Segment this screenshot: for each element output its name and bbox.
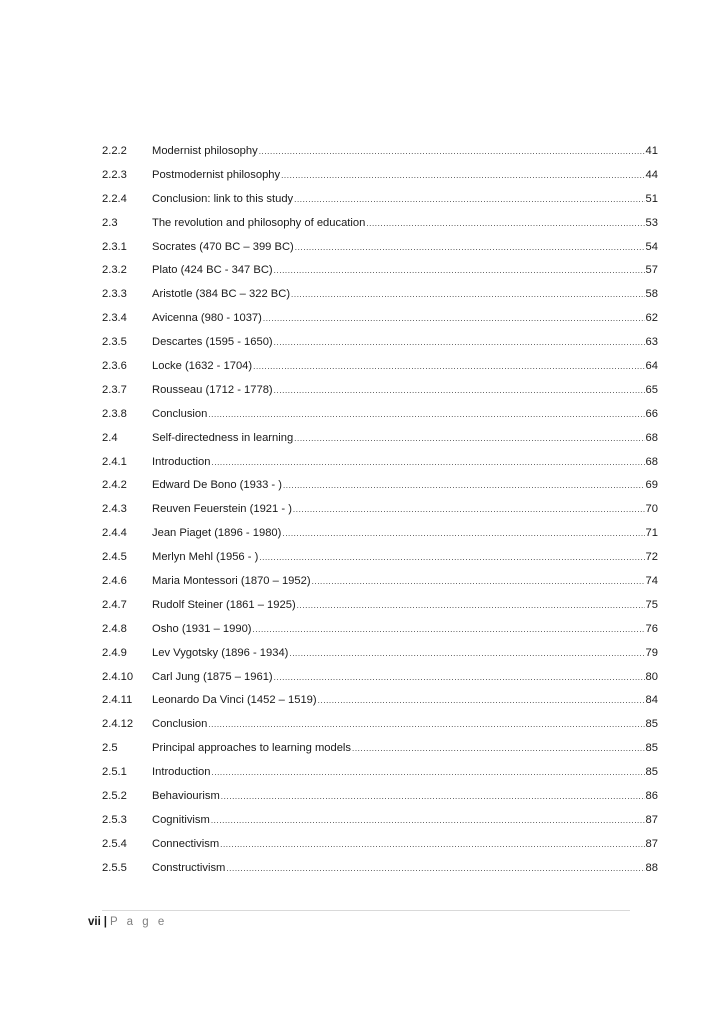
toc-entry[interactable] xyxy=(102,669,658,693)
toc-dot-leader xyxy=(352,741,645,757)
toc-entry-number: 2.3.6 xyxy=(102,360,127,373)
toc-dot-leader xyxy=(318,693,645,709)
table-of-contents xyxy=(102,143,658,884)
toc-entry-title[interactable]: Merlyn Mehl (1956 - ) xyxy=(152,551,259,564)
toc-entry-title[interactable]: Osho (1931 – 1990) xyxy=(152,622,252,635)
toc-entry[interactable] xyxy=(102,573,658,597)
toc-entry[interactable] xyxy=(102,764,658,788)
toc-entry-title[interactable]: Carl Jung (1875 – 1961) xyxy=(152,670,273,683)
toc-entry-number: 2.4 xyxy=(102,431,118,444)
toc-dot-leader xyxy=(312,574,645,590)
toc-entry-title[interactable]: Locke (1632 - 1704) xyxy=(152,360,253,373)
toc-entry-page[interactable]: 85 xyxy=(645,766,658,779)
toc-entry-number: 2.4.10 xyxy=(102,670,134,683)
toc-entry[interactable] xyxy=(102,501,658,525)
toc-entry[interactable] xyxy=(102,143,658,167)
toc-entry-page[interactable]: 80 xyxy=(645,670,658,683)
toc-entry-title[interactable]: Leonardo Da Vinci (1452 – 1519) xyxy=(152,694,317,707)
toc-entry-title[interactable]: Constructivism xyxy=(152,861,226,874)
toc-entry[interactable] xyxy=(102,358,658,382)
toc-entry-number: 2.3.4 xyxy=(102,312,127,325)
toc-dot-leader xyxy=(263,311,645,327)
toc-entry-title[interactable]: The revolution and philosophy of education xyxy=(152,216,366,229)
footer-separator: | xyxy=(103,916,108,928)
toc-entry-title[interactable]: Socrates (470 BC – 399 BC) xyxy=(152,240,294,253)
toc-entry-number: 2.4.3 xyxy=(102,503,127,516)
toc-entry-page[interactable]: 71 xyxy=(645,527,658,540)
toc-entry-number: 2.4.12 xyxy=(102,718,134,731)
toc-entry[interactable] xyxy=(102,716,658,740)
toc-entry-title[interactable]: Plato (424 BC - 347 BC) xyxy=(152,264,273,277)
toc-entry[interactable] xyxy=(102,167,658,191)
toc-entry-number: 2.4.9 xyxy=(102,646,127,659)
toc-entry[interactable] xyxy=(102,621,658,645)
toc-dot-leader xyxy=(291,287,645,303)
toc-entry-page[interactable]: 85 xyxy=(645,742,658,755)
toc-dot-leader xyxy=(274,335,645,351)
toc-entry-page[interactable]: 69 xyxy=(645,479,658,492)
toc-entry-title[interactable]: Behaviourism xyxy=(152,790,220,803)
toc-entry[interactable] xyxy=(102,191,658,215)
toc-entry-page[interactable]: 70 xyxy=(645,503,658,516)
toc-dot-leader xyxy=(289,646,644,662)
toc-entry-title[interactable]: Principal approaches to learning models xyxy=(152,742,352,755)
toc-entry-number: 2.3.8 xyxy=(102,407,127,420)
toc-entry-page[interactable]: 68 xyxy=(645,455,658,468)
toc-entry[interactable] xyxy=(102,262,658,286)
toc-entry-page[interactable]: 86 xyxy=(645,790,658,803)
toc-dot-leader xyxy=(274,263,645,279)
toc-entry[interactable] xyxy=(102,477,658,501)
toc-entry-page[interactable]: 53 xyxy=(645,216,658,229)
toc-entry-number: 2.4.7 xyxy=(102,598,127,611)
toc-entry-page[interactable]: 85 xyxy=(645,718,658,731)
toc-entry-number: 2.5.2 xyxy=(102,790,127,803)
toc-entry-number: 2.5.4 xyxy=(102,837,127,850)
toc-entry-page[interactable]: 79 xyxy=(645,646,658,659)
toc-entry[interactable] xyxy=(102,454,658,478)
toc-dot-leader xyxy=(281,168,644,184)
toc-entry[interactable] xyxy=(102,812,658,836)
toc-entry-page[interactable]: 84 xyxy=(645,694,658,707)
toc-entry-title[interactable]: Lev Vygotsky (1896 - 1934) xyxy=(152,646,289,659)
toc-entry-page[interactable]: 72 xyxy=(645,551,658,564)
page-footer xyxy=(88,914,167,930)
toc-entry-number: 2.4.11 xyxy=(102,694,133,707)
toc-dot-leader xyxy=(295,240,645,256)
toc-entry[interactable] xyxy=(102,286,658,310)
toc-entry[interactable] xyxy=(102,382,658,406)
toc-entry-number: 2.4.2 xyxy=(102,479,127,492)
toc-entry-page[interactable]: 44 xyxy=(645,168,658,181)
toc-entry-number: 2.4.5 xyxy=(102,551,127,564)
toc-entry[interactable] xyxy=(102,310,658,334)
toc-dot-leader xyxy=(211,455,644,471)
toc-entry-number: 2.5.3 xyxy=(102,813,127,826)
toc-entry-number: 2.4.6 xyxy=(102,575,127,588)
toc-entry[interactable] xyxy=(102,788,658,812)
toc-dot-leader xyxy=(259,550,644,566)
toc-entry[interactable] xyxy=(102,334,658,358)
toc-entry-number: 2.3.3 xyxy=(102,288,127,301)
toc-entry-page[interactable]: 63 xyxy=(645,336,658,349)
toc-dot-leader xyxy=(297,598,645,614)
toc-entry-number: 2.3.2 xyxy=(102,264,127,277)
toc-entry-number: 2.3 xyxy=(102,216,118,229)
toc-entry-title[interactable]: Reuven Feuerstein (1921 - ) xyxy=(152,503,292,516)
toc-entry-page[interactable]: 66 xyxy=(645,407,658,420)
toc-entry-page[interactable]: 87 xyxy=(645,837,658,850)
toc-entry[interactable] xyxy=(102,215,658,239)
toc-entry-page[interactable]: 88 xyxy=(645,861,658,874)
toc-entry-page[interactable]: 75 xyxy=(645,598,658,611)
toc-entry-number: 2.4.4 xyxy=(102,527,127,540)
toc-dot-leader xyxy=(253,359,644,375)
toc-entry[interactable] xyxy=(102,692,658,716)
toc-entry-title[interactable]: Rudolf Steiner (1861 – 1925) xyxy=(152,598,296,611)
toc-entry-title[interactable]: Postmodernist philosophy xyxy=(152,168,281,181)
toc-entry-page[interactable]: 62 xyxy=(645,312,658,325)
toc-entry-title[interactable]: Avicenna (980 - 1037) xyxy=(152,312,262,325)
toc-entry-page[interactable]: 54 xyxy=(645,240,658,253)
toc-entry[interactable] xyxy=(102,645,658,669)
toc-entry[interactable] xyxy=(102,430,658,454)
toc-entry-number: 2.3.1 xyxy=(102,240,127,253)
toc-dot-leader xyxy=(211,765,644,781)
toc-entry-number: 2.3.7 xyxy=(102,383,127,396)
toc-dot-leader xyxy=(211,813,645,829)
toc-entry-page[interactable]: 65 xyxy=(645,383,658,396)
toc-entry-number: 2.3.5 xyxy=(102,336,127,349)
toc-entry-title[interactable]: Conclusion: link to this study xyxy=(152,192,294,205)
toc-entry-title[interactable]: Conclusion xyxy=(152,718,208,731)
toc-entry-title[interactable]: Descartes (1595 - 1650) xyxy=(152,336,273,349)
toc-entry-title[interactable]: Self-directedness in learning xyxy=(152,431,294,444)
toc-dot-leader xyxy=(220,837,644,853)
toc-entry-title[interactable]: Edward De Bono (1933 - ) xyxy=(152,479,282,492)
toc-entry-title[interactable]: Introduction xyxy=(152,455,211,468)
toc-entry-number: 2.2.2 xyxy=(102,145,127,157)
toc-dot-leader xyxy=(293,502,645,518)
toc-entry-page[interactable]: 64 xyxy=(645,360,658,373)
toc-entry-page[interactable]: 57 xyxy=(645,264,658,277)
toc-entry[interactable] xyxy=(102,525,658,549)
footer-divider xyxy=(102,910,630,911)
toc-entry-number: 2.5.5 xyxy=(102,861,127,874)
toc-dot-leader xyxy=(274,383,645,399)
footer-page-number: vii xyxy=(88,916,101,928)
toc-dot-leader xyxy=(283,478,645,494)
toc-entry-page[interactable]: 41 xyxy=(645,145,658,157)
toc-dot-leader xyxy=(221,789,645,805)
toc-entry-number: 2.4.1 xyxy=(102,455,127,468)
toc-entry-title[interactable]: Conclusion xyxy=(152,407,208,420)
toc-entry[interactable] xyxy=(102,549,658,573)
footer-page-label: P a g e xyxy=(110,916,168,928)
toc-entry[interactable] xyxy=(102,406,658,430)
toc-dot-leader xyxy=(294,431,644,447)
toc-entry-number: 2.2.3 xyxy=(102,168,127,181)
toc-entry[interactable] xyxy=(102,239,658,263)
toc-entry-number: 2.2.4 xyxy=(102,192,127,205)
toc-dot-leader xyxy=(253,622,645,638)
toc-entry-page[interactable]: 51 xyxy=(645,192,658,205)
toc-dot-leader xyxy=(294,192,644,208)
toc-entry-page[interactable]: 68 xyxy=(645,431,658,444)
toc-dot-leader xyxy=(366,216,644,232)
toc-entry-title[interactable]: Connectivism xyxy=(152,837,220,850)
toc-entry-title[interactable]: Cognitivism xyxy=(152,813,210,826)
toc-entry-title[interactable]: Maria Montessori (1870 – 1952) xyxy=(152,575,311,588)
toc-dot-leader xyxy=(282,526,644,542)
toc-dot-leader xyxy=(208,407,644,423)
toc-dot-leader xyxy=(274,670,645,686)
toc-entry[interactable] xyxy=(102,836,658,860)
toc-entry[interactable] xyxy=(102,860,658,884)
toc-entry-title[interactable]: Aristotle (384 BC – 322 BC) xyxy=(152,288,291,301)
toc-entry-title[interactable]: Introduction xyxy=(152,766,211,779)
toc-entry-page[interactable]: 87 xyxy=(645,813,658,826)
toc-entry-page[interactable]: 76 xyxy=(645,622,658,635)
toc-entry-page[interactable]: 74 xyxy=(645,575,658,588)
toc-entry-page[interactable]: 58 xyxy=(645,288,658,301)
toc-entry-title[interactable]: Jean Piaget (1896 - 1980) xyxy=(152,527,282,540)
toc-entry-number: 2.5 xyxy=(102,742,118,755)
toc-entry-number: 2.5.1 xyxy=(102,766,127,779)
toc-entry-title[interactable]: Rousseau (1712 - 1778) xyxy=(152,383,273,396)
toc-entry-title[interactable]: Modernist philosophy xyxy=(152,145,258,157)
toc-dot-leader xyxy=(259,144,645,160)
toc-entry[interactable] xyxy=(102,740,658,764)
toc-entry-number: 2.4.8 xyxy=(102,622,127,635)
toc-dot-leader xyxy=(208,717,644,733)
toc-entry[interactable] xyxy=(102,597,658,621)
toc-dot-leader xyxy=(226,861,644,877)
